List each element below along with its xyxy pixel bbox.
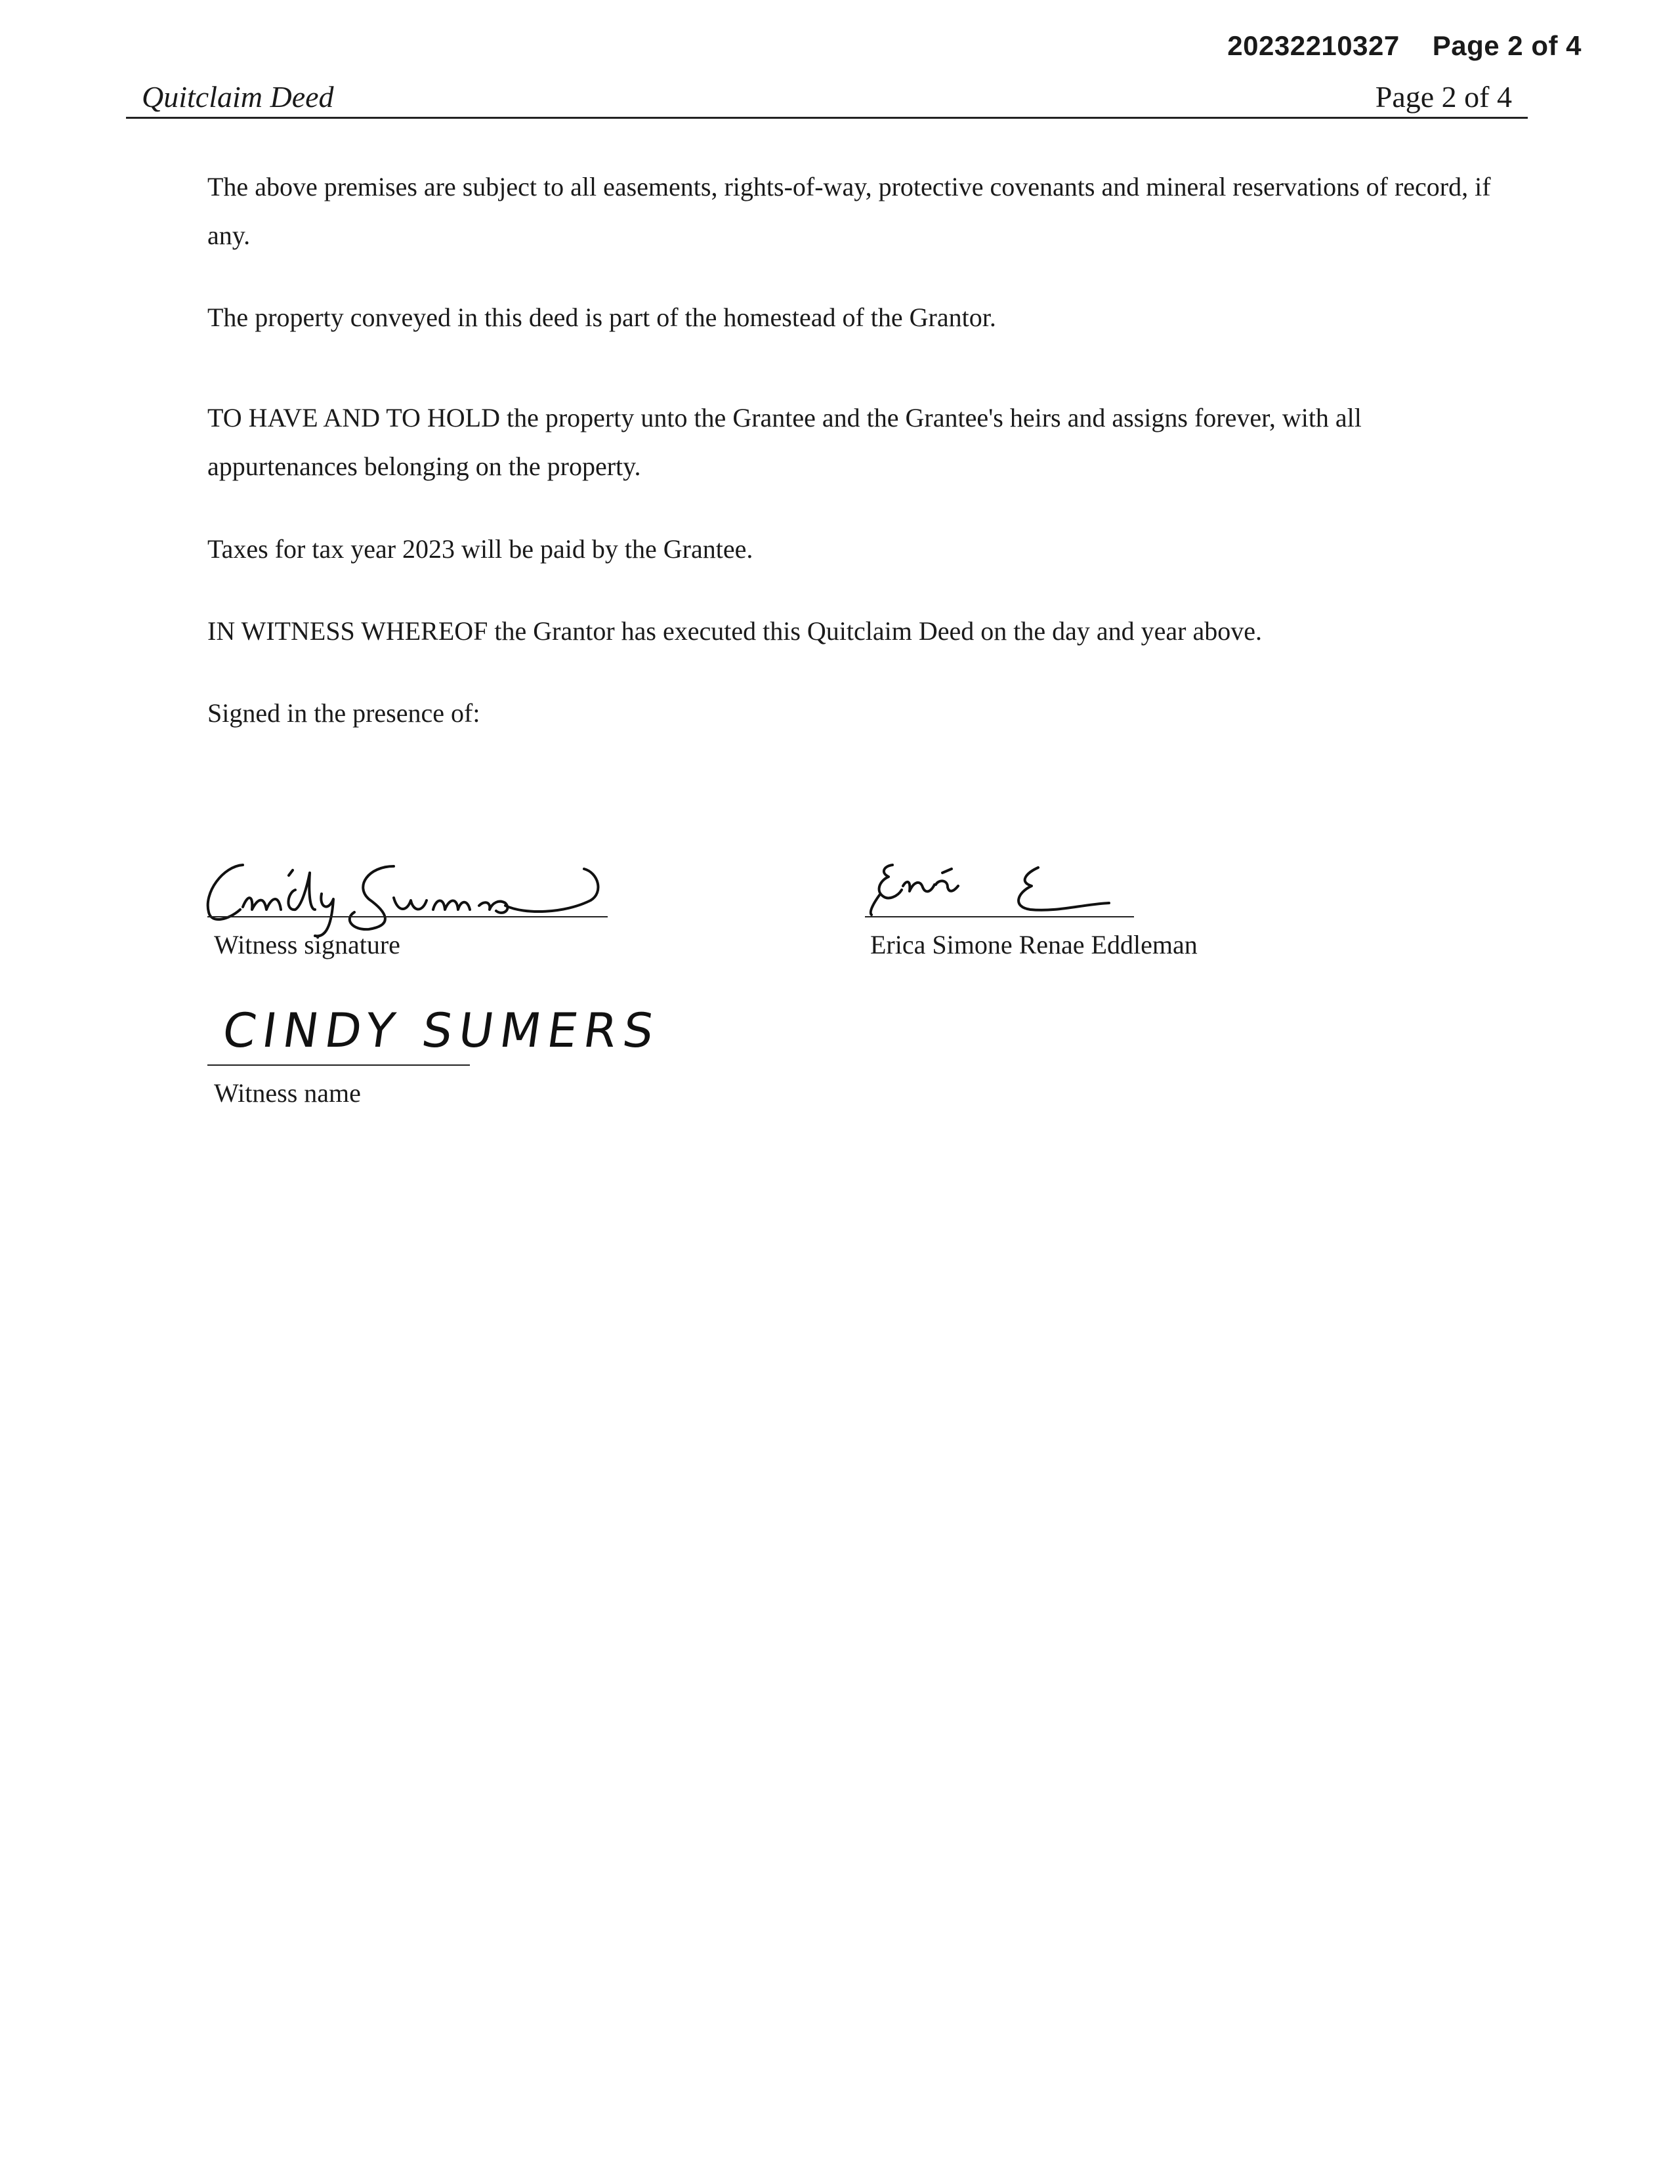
paragraph-in-witness: IN WITNESS WHEREOF the Grantor has executed this Quitclaim Deed on the day and year above. — [207, 616, 1262, 646]
document-title: Quitclaim Deed — [142, 80, 334, 114]
recording-stamp — [1227, 30, 1582, 62]
page-header — [126, 77, 1528, 119]
paragraph-easements: The above premises are subject to all easements, rights-of-way, protective covenants and mineral reservations of record, if any. — [207, 172, 1491, 250]
paragraph-signed-presence: Signed in the presence of: — [207, 698, 480, 728]
witness-name-caption: Witness name — [214, 1078, 361, 1108]
paragraph-habendum: TO HAVE AND TO HOLD the property unto the Grantee and the Grantee's heirs and assigns forever, with all appurtenances belonging on the property. — [207, 403, 1362, 481]
witness-signature-line — [207, 916, 608, 917]
paragraph-homestead: The property conveyed in this deed is part of the homestead of the Grantor. — [207, 303, 996, 332]
grantor-signature-image — [866, 853, 1142, 925]
stamp-page-number: Page 2 of 4 — [1432, 30, 1582, 61]
paragraph-taxes: Taxes for tax year 2023 will be paid by the Grantee. — [207, 534, 753, 564]
grantor-signature-line — [865, 916, 1134, 917]
witness-printed-name: CINDY SUMERS — [219, 1003, 664, 1058]
grantor-name-caption: Erica Simone Renae Eddleman — [870, 930, 1198, 959]
witness-signature-image — [197, 847, 617, 938]
document-number: 20232210327 — [1227, 30, 1400, 61]
header-page-number: Page 2 of 4 — [1375, 80, 1512, 114]
witness-name-line — [207, 1064, 470, 1066]
witness-signature-caption: Witness signature — [214, 930, 400, 959]
